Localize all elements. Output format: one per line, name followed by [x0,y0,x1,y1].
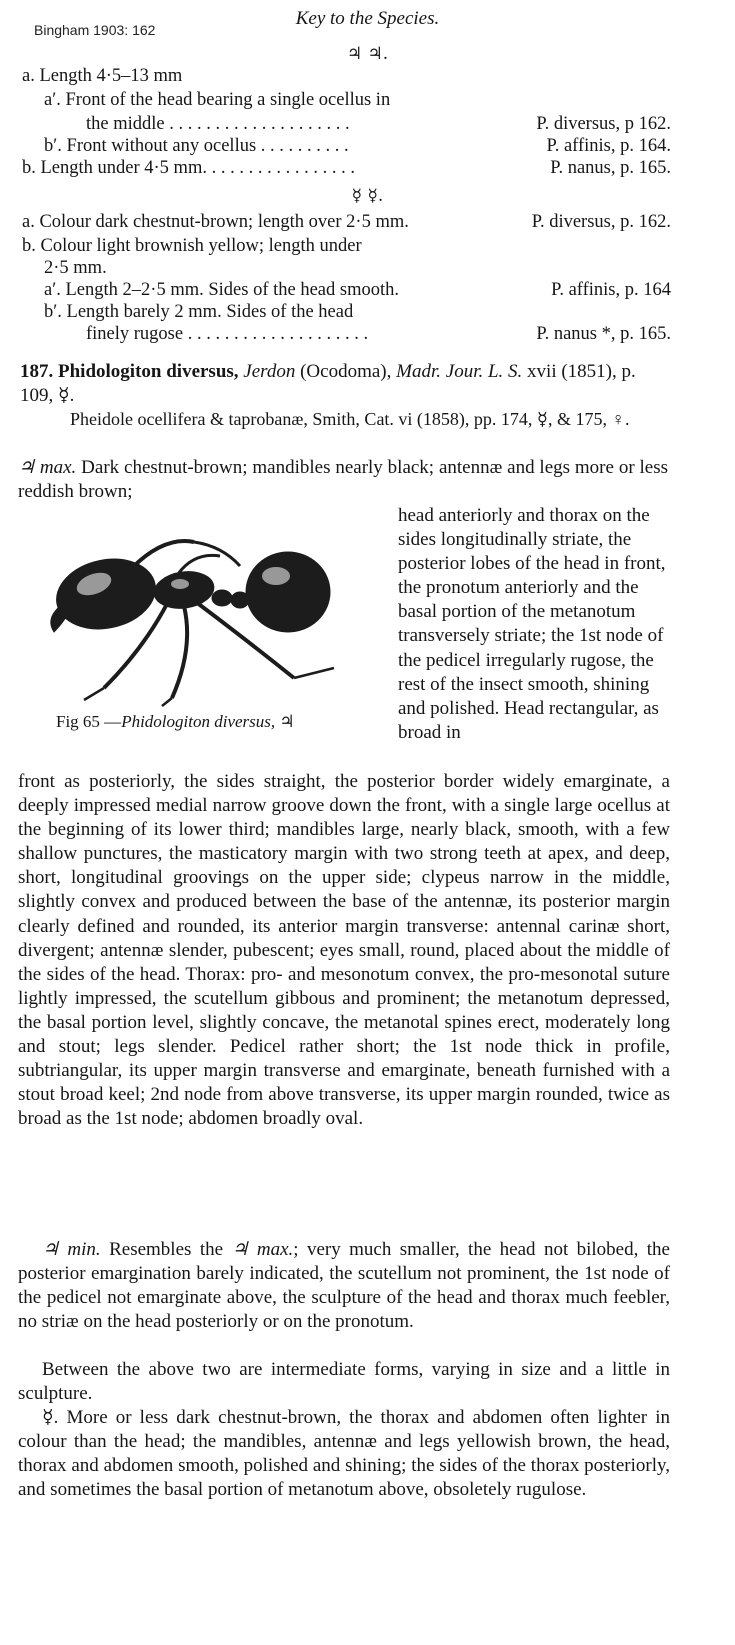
key-worker-ref: P. affinis, p. 164 [551,280,671,300]
key-major-symbol: ♃ ♃. [346,44,389,64]
key-major-line: the middle . . . . . . . . . . . . . . . . . . . . [86,114,350,134]
species-authority: Jerdon [243,361,296,382]
key-worker-ref: P. diversus, p. 162. [531,212,671,232]
key-worker-line: finely rugose . . . . . . . . . . . . . . . . . . . . [86,324,369,344]
key-major-ref: P. nanus, p. 165. [550,158,671,178]
key-major-ref: P. diversus, p 162. [536,114,671,134]
key-worker-line: 2·5 mm. [44,258,107,278]
para-major-intro [18,456,668,504]
key-worker-symbol: ☿ ☿. [351,186,384,206]
figure-caption-suffix: ♃ [275,712,295,731]
figure-caption-prefix: Fig 65 — [56,712,122,731]
para-major-intro-text: Dark chestnut-brown; mandibles nearly black; antennæ and legs more or less reddish brown; [18,457,669,503]
source-label: Bingham 1903: 162 [34,22,156,38]
species-name: Phidologiton diversus, [58,361,239,382]
figure-caption [56,712,295,732]
synonymy: Pheidole ocellifera & taprobanæ, Smith, Cat. vi (1858), pp. 174, ☿, & 175, ♀. [70,409,630,429]
key-major-line: a′. Front of the head bearing a single ocellus in [44,90,391,110]
para-major-column: head anteriorly and thorax on the sides longitudinally striate, the posterior lobes of the head in front, the pronotum anteriorly and the basal portion of the metanotum transversely striate; the 1st node of the pedicel irregularly rugose, the rest of the insect smooth, shining and polished. Head rectangular, as broad in [398,505,666,743]
para-major-body: front as posteriorly, the sides straight, the posterior border widely emarginate, a deeply impressed medial narrow groove down the front, with a single large ocellus at the beginning of its lower third; mandibles large, nearly black, smooth, with a few shallow punctures, the masticatory margin with two strong teeth at apex, and deep, short, longitudinal groovings on the upper side; clypeus narrow in the middle, slightly convex and produced between the base of the antennæ, its posterior margin clearly defined and rounded, its anterior margin transverse: antennal carinæ short, divergent; antennæ slender, pubescent; eyes small, round, placed about the middle of the sides of the head. Thorax: pro- and mesonotum convex, the pro-mesonotal suture lightly impressed, the scutellum gibbous and prominent; the metanotum depressed, the basal portion level, slightly concave, the metanotal spines erect, moderately long and stout; legs slender. Pedicel rather short; the 1st node thick in profile, subtriangular, its upper margin transverse and emarginate, beneath furnished with a stout broad keel; 2nd node from above transverse, its upper margin rounded, twice as broad as the 1st node; abdomen broadly oval. [18,771,670,1130]
caste-label-major: ♃ max. [18,457,77,478]
key-major-line: b. Length under 4·5 mm. . . . . . . . . . . . . . . . . [22,158,355,178]
para-intermediate: Between the above two are intermediate forms, varying in size and a little in sculpture. [18,1359,670,1405]
key-worker-line: a′. Length 2–2·5 mm. Sides of the head smooth. [44,280,399,300]
ant-illustration [44,528,344,708]
key-worker-line: b′. Length barely 2 mm. Sides of the head [44,302,354,322]
para-minor-rest: ; very much smaller, the head not bilobed, the posterior emargination barely indicated, the scutellum not prominent, the 1st node of the pedicel not emarginate above, the sculpture of the head and thorax much feebler, no striæ on the head posteriorly or on the pronotum. [18,1239,670,1333]
species-original-genus: (Ocodoma), [300,361,392,382]
key-major-ref: P. affinis, p. 164. [546,136,671,156]
species-citation: xvii (1851), p. 109, ☿. [20,361,636,406]
para-minor [18,1238,670,1334]
para-minor-mid: Resembles the [100,1239,232,1260]
species-heading [20,360,670,408]
figure-caption-name: Phidologiton diversus, [121,712,276,731]
key-worker-line: a. Colour dark chestnut-brown; length over 2·5 mm. [22,212,409,232]
running-head: Key to the Species. [295,8,440,29]
key-major-line: b′. Front without any ocellus . . . . . . . . . . [44,136,349,156]
para-minor-ref: ♃ max. [231,1239,294,1260]
key-worker-ref: P. nanus *, p. 165. [536,324,671,344]
para-worker: ☿. More or less dark chestnut-brown, the thorax and abdomen often lighter in colour than the head; the mandibles, antennæ and legs yellowish brown, the head, thorax and abdomen smooth, polished and shining; the sides of the thorax posteriorly, and sometimes the basal portion of metanotum above, obsoletely rugulose. [18,1407,670,1501]
species-number: 187. [20,361,54,382]
key-worker-line: b. Colour light brownish yellow; length under [22,236,362,256]
caste-label-minor: ♃ min. [42,1239,101,1260]
species-journal: Madr. Jour. L. S. [396,361,523,382]
key-major-line: a. Length 4·5–13 mm [22,66,183,86]
